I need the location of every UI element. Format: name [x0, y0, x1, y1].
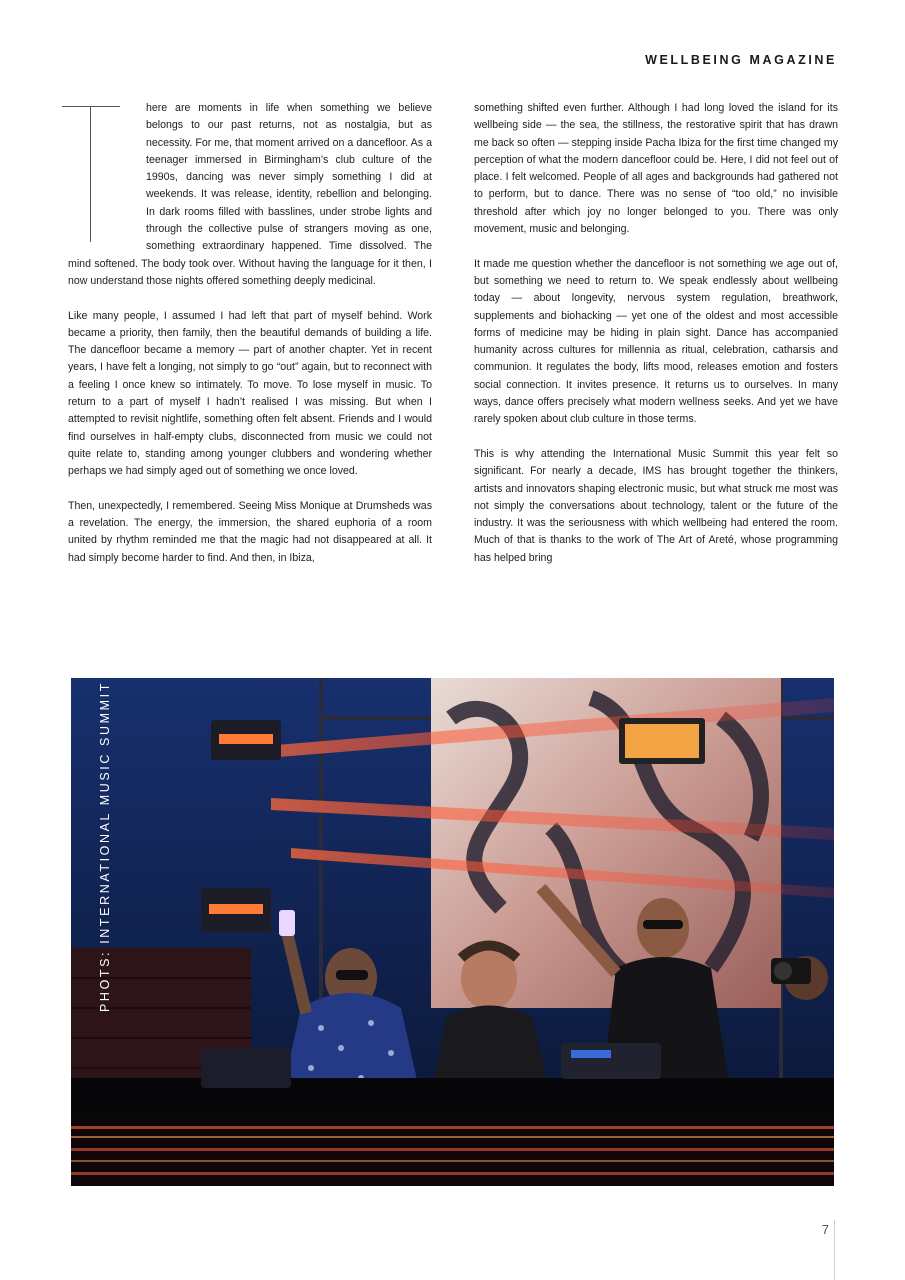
- photo-credit: PHOTS: INTERNATIONAL MUSIC SUMMIT: [98, 681, 112, 1012]
- article-column-left: [68, 100, 432, 584]
- article-paragraph: Then, unexpectedly, I remembered. Seeing Miss Monique at Drumsheds was a revelation. The energy, the immersion, the shared euphoria of a room united by rhythm reminded me that the magic had not disappeared at all. It had simply become harder to find. And then, in Ibiza,: [68, 499, 432, 564]
- dj-stage-illustration: [71, 678, 834, 1186]
- article-paragraph: It made me question whether the dancefloor is not something we age out of, but something we need to return to. We speak endlessly about wellbeing today — about longevity, nervous system regulation, breathwork, supplements and biohacking — yet one of the oldest and most accessible forms of medicine may be hiding in plain sight. Dance has accompanied humanity across cultures for millennia as ritual, celebration, catharsis and communion. It regulates the body, lifts mood, releases emotion and fosters social connection. It invites presence. It returns us to ourselves. In many ways, dance offers precisely what modern wellness seeks. And yet we have rarely spoken about club culture in those terms.: [474, 257, 838, 426]
- event-photo: [71, 678, 834, 1186]
- article-paragraph: Like many people, I assumed I had left that part of myself behind. Work became a priority, then family, then the beautiful demands of building a life. The dancefloor became a memory — part of another chapter. Yet in recent years, I have felt a longing, not simply to go “out” again, but to reconnect with a feeling I once knew so intimately. To move. To lose myself in music. To return to a part of myself I hadn’t realised I was missing. But when I attempted to revisit nightlife, something often felt absent. Friends and I would find ourselves in half-empty clubs, disconnected from music we could not quite relate to, standing among younger clubbers and wondering whether perhaps we had simply aged out of something we once loved.: [68, 309, 432, 478]
- article-paragraph: [68, 100, 432, 290]
- article-paragraph: This is why attending the International Music Summit this year felt so significant. For nearly a decade, IMS has brought together the thinkers, artists and innovators shaping electronic music, but what struck me most was not simply the conversations about technology, talent or the future of the industry. It was the seriousness with which wellbeing had entered the room. Much of that is thanks to the work of The Art of Areté, whose programming has helped bring: [474, 447, 838, 564]
- article-column-right: [474, 100, 838, 584]
- drop-cap-letter: [68, 100, 146, 243]
- page-divider: [834, 1220, 835, 1280]
- paragraph-text: here are moments in life when something we believe belongs to our past returns, not as nostalgia, but as necessity. For me, that moment arrived on a dancefloor. As a teenager immersed in Birmingham’s club culture of the 1990s, dancing was never simply something I did at weekends. It was release, identity, rebellion and belonging. In dark rooms filled with basslines, under strobe lights and through the collective pulse of strangers moving as one, something extraordinary happened. Time dissolved. The mind softened. The body took over. Without having the language for it then, I now understand those nights offered something deeply medicinal.: [68, 102, 432, 287]
- magazine-masthead: WELLBEING MAGAZINE: [645, 53, 837, 67]
- page-number: 7: [821, 1222, 829, 1237]
- article-paragraph: something shifted even further. Although I had long loved the island for its wellbeing side — the sea, the stillness, the restorative spirit that has drawn me back so often — stepping inside Pacha Ibiza for the first time changed my perception of what the modern dancefloor could be. Here, I did not feel out of place. I felt welcomed. People of all ages and backgrounds had gathered not to perform, but to dance. There was no sense of “too old,” no invisible threshold after which joy no longer belonged to you. There was only movement, music and belonging.: [474, 102, 838, 236]
